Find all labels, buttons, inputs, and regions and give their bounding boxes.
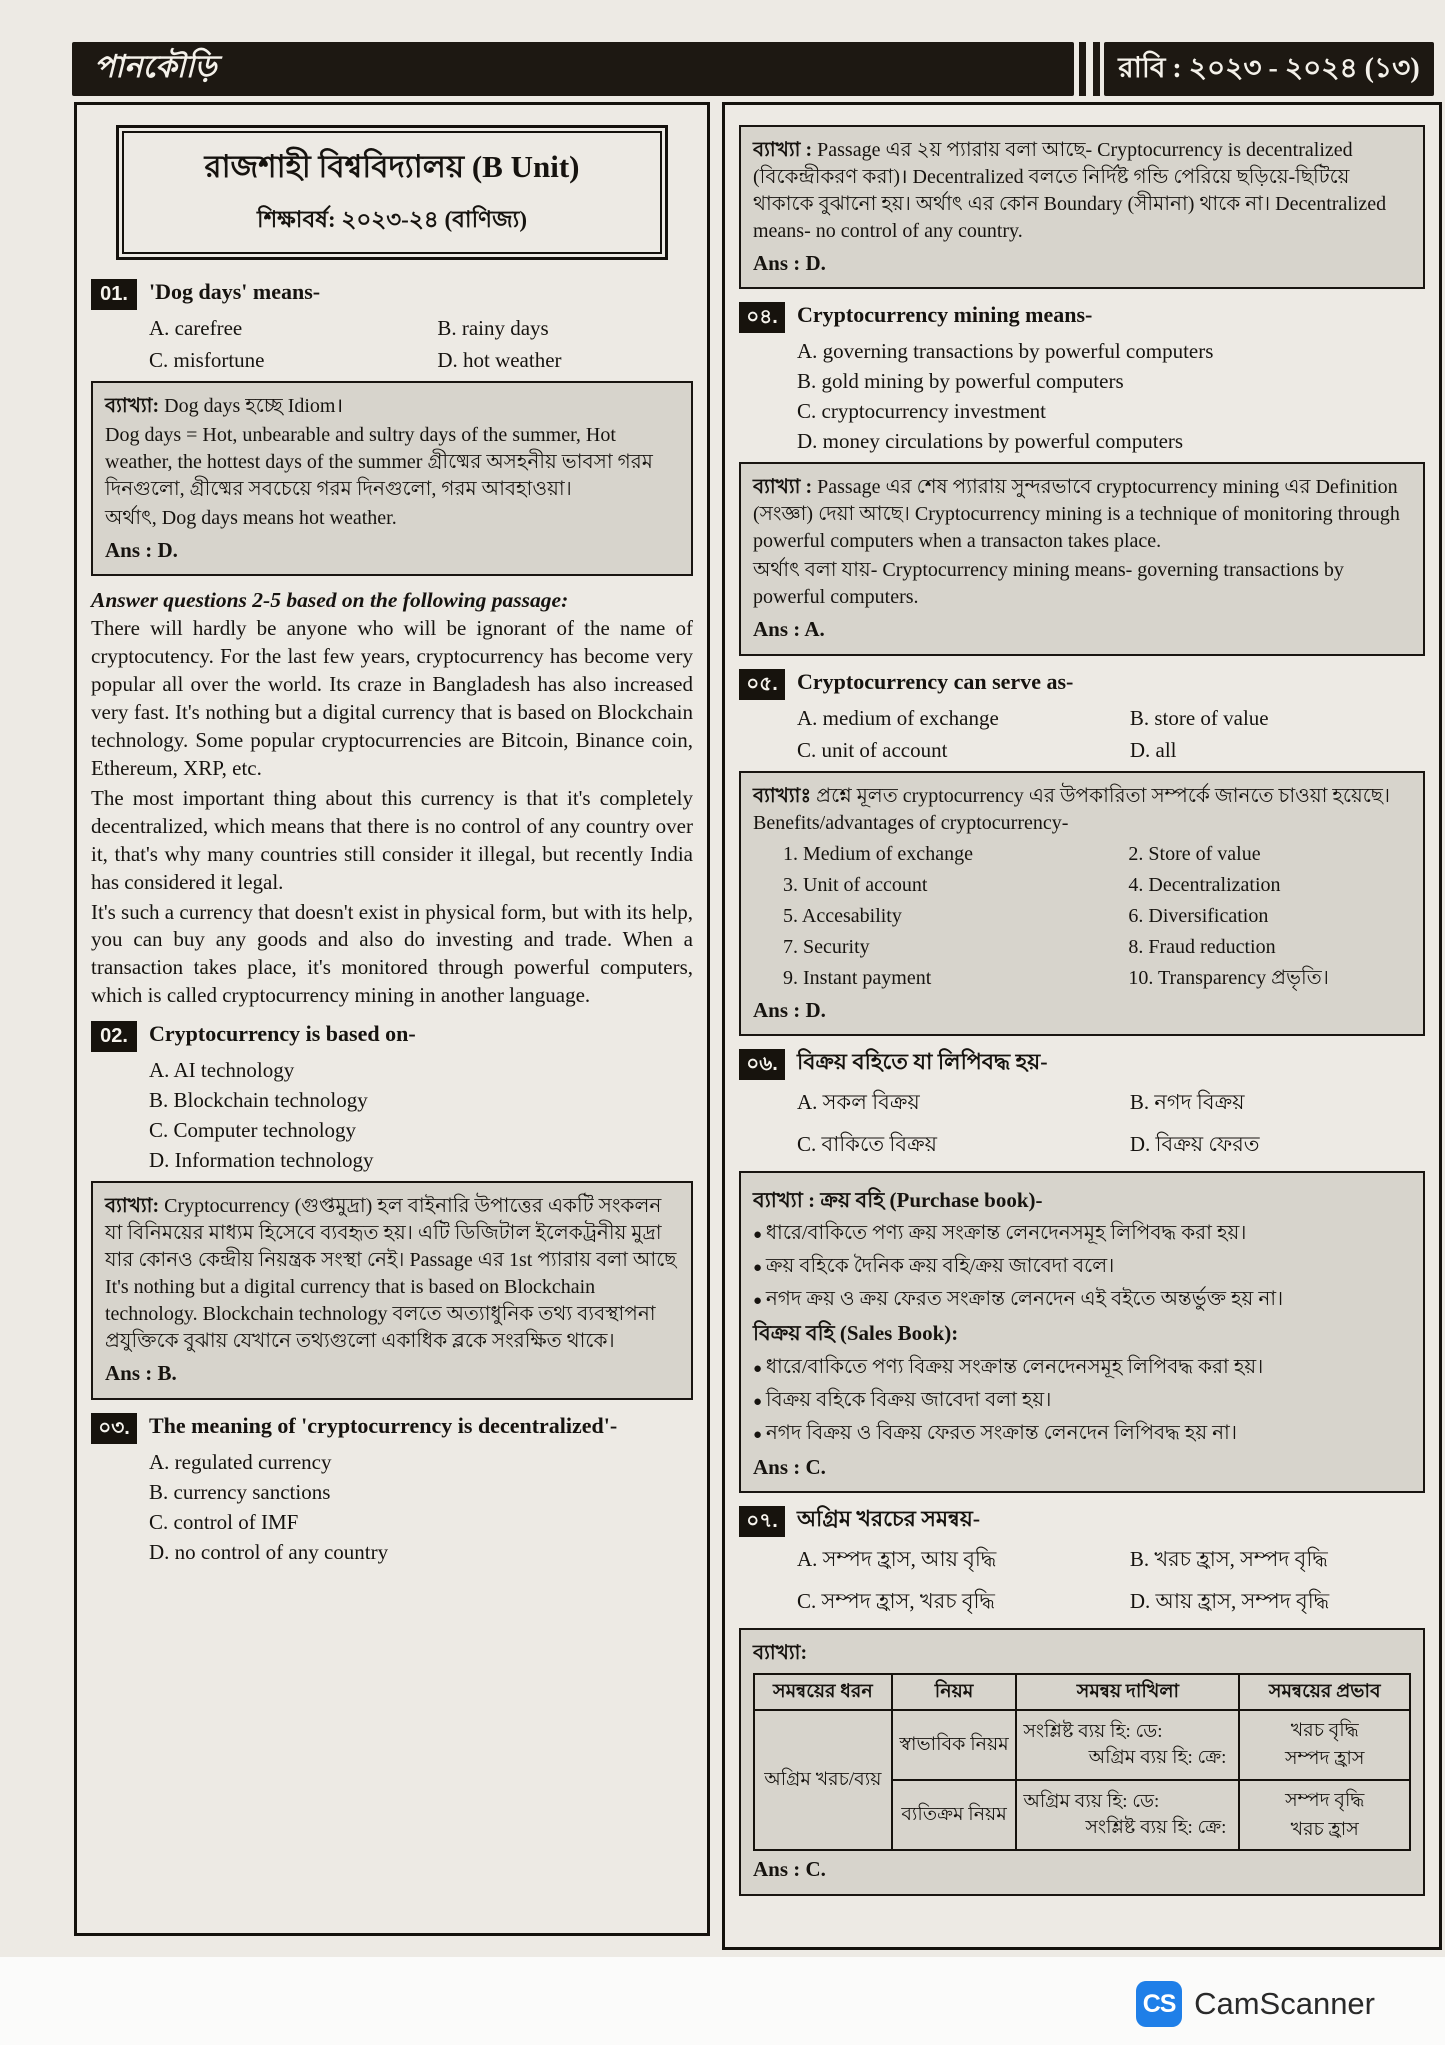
explanation-label: ব্যাখ্যা : bbox=[753, 476, 813, 499]
question-3-text: The meaning of 'cryptocurrency is decentralized'- bbox=[149, 1412, 618, 1438]
sales-book-heading: বিক্রয় বহি (Sales Book): bbox=[753, 1321, 959, 1346]
question-4 bbox=[739, 301, 1425, 454]
option-c: C. control of IMF bbox=[149, 1509, 299, 1534]
edition-badge bbox=[1104, 42, 1434, 96]
answer-label: Ans : D. bbox=[753, 251, 826, 275]
brand-bar bbox=[72, 42, 1074, 96]
option-d: D. আয় হ্রাস, সম্পদ বৃদ্ধি bbox=[1129, 1589, 1330, 1614]
option-b: B. নগদ বিক্রয় bbox=[1129, 1090, 1245, 1115]
question-3-options bbox=[91, 1450, 693, 1565]
edition-text: রাবি : ২০২৩ - ২০২৪ (১৩) bbox=[1118, 52, 1420, 84]
benefit-item: 3. Unit of account bbox=[783, 873, 928, 896]
left-column bbox=[74, 102, 710, 1936]
table-effect-cell: খরচ বৃদ্ধি সম্পদ হ্রাস bbox=[1239, 1710, 1410, 1780]
bullet-item: ● ক্রয় বহিকে দৈনিক ক্রয় বহি/ক্রয় জাবেদা বলে। bbox=[753, 1253, 1411, 1280]
answer-label: Ans : D. bbox=[105, 538, 178, 562]
benefit-item: 9. Instant payment bbox=[783, 966, 932, 989]
question-1-text: 'Dog days' means- bbox=[149, 279, 321, 304]
question-2-text: Cryptocurrency is based on- bbox=[149, 1021, 416, 1047]
question-5-options bbox=[739, 706, 1425, 763]
question-4-options bbox=[739, 339, 1425, 454]
question-7-number: ০৭. bbox=[739, 1506, 785, 1537]
passage-intro: Answer questions 2-5 based on the following passage: bbox=[91, 588, 569, 613]
explanation-label: ব্যাখ্যা : bbox=[753, 139, 813, 161]
table-header-cell: সমন্বয়ের ধরন bbox=[754, 1674, 892, 1710]
option-a: A. carefree bbox=[149, 316, 243, 340]
option-d: D. বিক্রয় ফেরত bbox=[1129, 1132, 1260, 1157]
table-row bbox=[754, 1710, 1410, 1780]
question-4-text: Cryptocurrency mining means- bbox=[797, 302, 1093, 328]
explanation-2: ব্যাখ্যা: Cryptocurrency (গুপ্তমুদ্রা) হল বাইনারি উপাত্তের একটি সংকলন যা বিনিময়ের মাধ্যম হিসেবে ব্যবহৃত হয়। এটি ডিজিটাল ইলেকট্রনীয় মুদ্রা যার কোনও কেন্দ্রীয় নিয়ন্ত্রক সংস্থা নেই। Passage এর 1st প্যারায় বলা আছে It's nothing but a digital currency that is based on Blockchain technology. Blockchain technology বলতে অত্যাধুনিক তথ্য ব্যবস্থাপনা প্রযুক্তিকে বুঝায় যেখানে তথ্যগুলো একাধিক ব্লকে সংরক্ষিত থাকে। Ans : B. bbox=[91, 1181, 693, 1399]
bullet-item: ● ধারে/বাকিতে পণ্য বিক্রয় সংক্রান্ত লেনদেনসমূহ লিপিবদ্ধ করা হয়। bbox=[753, 1354, 1411, 1381]
bullet-item: ● বিক্রয় বহিকে বিক্রয় জাবেদা বলা হয়। bbox=[753, 1387, 1411, 1414]
question-5-number: ০৫. bbox=[739, 669, 785, 700]
option-c: C. cryptocurrency investment bbox=[797, 399, 1047, 424]
answer-label: Ans : D. bbox=[753, 997, 826, 1022]
table-rule-cell: ব্যতিক্রম নিয়ম bbox=[892, 1780, 1017, 1850]
question-1 bbox=[91, 278, 693, 373]
question-7-options bbox=[739, 1543, 1425, 1620]
explanation-1: ব্যাখ্যা: Dog days হচ্ছে Idiom। Dog days = Hot, unbearable and sultry days of the summer, Hot weather, the hottest days of the summer গ্রীষ্মের অসহনীয় ভাবসা গরম দিনগুলো, গ্রীষ্মের সবচেয়ে গরম দিনগুলো, গরম আবহাওয়া। অর্থাৎ, Dog days means hot weather. Ans : D. bbox=[91, 381, 693, 576]
purchase-book-heading: ক্রয় বহি (Purchase book)- bbox=[820, 1188, 1043, 1213]
explanation-5: ব্যাখ্যাঃ প্রশ্নে মূলত cryptocurrency এর উপকারিতা সম্পর্কে জানতে চাওয়া হয়েছে। Benefits/advantages of cryptocurrency- 1. Medium of exchange 2. Store of value 3. Unit of account 4. Decentralization 5. Accesability 6. Diversification 7. Security 8. Fraud reduction 9. Instant payment 10. Transparency প্রভৃতি। Ans : D. bbox=[739, 771, 1425, 1036]
question-2-options bbox=[91, 1058, 693, 1173]
explanation-7 bbox=[739, 1628, 1425, 1896]
header-separator bbox=[1074, 42, 1104, 96]
option-d: D. money circulations by powerful computers bbox=[797, 429, 1184, 454]
option-c: C. বাকিতে বিক্রয় bbox=[797, 1132, 938, 1157]
camscanner-label: CamScanner bbox=[1194, 1986, 1375, 2021]
question-6 bbox=[739, 1048, 1425, 1163]
passage-paragraph-1: There will hardly be anyone who will be ignorant of the name of cryptocutency. For the last few years, cryptocurrency has become very popular all over the world. Its craze in Bangladesh has also increased very fast. It's nothing but a digital currency that is based on Blockchain technology. Some popular cryptocurrencies are Bitcoin, Binance coin, Ethereum, XRP, etc. bbox=[91, 616, 693, 780]
option-d: D. hot weather bbox=[437, 348, 562, 372]
question-2 bbox=[91, 1020, 693, 1173]
question-2-number: 02. bbox=[91, 1021, 137, 1052]
camscanner-watermark bbox=[1136, 1981, 1375, 2027]
option-c: C. সম্পদ হ্রাস, খরচ বৃদ্ধি bbox=[797, 1589, 995, 1614]
benefit-item: 2. Store of value bbox=[1128, 842, 1261, 865]
answer-label: Ans : A. bbox=[753, 617, 825, 642]
explanation-6 bbox=[739, 1171, 1425, 1493]
option-c: C. Computer technology bbox=[149, 1118, 357, 1143]
explanation-label: ব্যাখ্যা: bbox=[105, 395, 160, 417]
option-b: B. খরচ হ্রাস, সম্পদ বৃদ্ধি bbox=[1129, 1547, 1328, 1572]
explanation-paragraph: অর্থাৎ, Dog days means hot weather. bbox=[105, 507, 397, 529]
university-title: রাজশাহী বিশ্ববিদ্যালয় (B Unit) bbox=[204, 149, 580, 184]
title-box bbox=[116, 125, 668, 260]
question-4-number: ০৪. bbox=[739, 302, 785, 333]
question-1-number: 01. bbox=[91, 279, 137, 310]
benefit-item: 5. Accesability bbox=[783, 904, 902, 927]
table-entry-cell: অগ্রিম ব্যয় হি: ডে: সংশ্লিষ্ট ব্যয় হি: ক্রে: bbox=[1016, 1780, 1239, 1850]
option-b: B. Blockchain technology bbox=[149, 1088, 368, 1113]
question-6-number: ০৬. bbox=[739, 1049, 785, 1080]
table-rule-cell: স্বাভাবিক নিয়ম bbox=[892, 1710, 1017, 1780]
adjustment-table bbox=[753, 1673, 1411, 1851]
option-a: A. regulated currency bbox=[149, 1449, 332, 1474]
option-a: A. সম্পদ হ্রাস, আয় বৃদ্ধি bbox=[797, 1547, 997, 1572]
explanation-label: ব্যাখ্যাঃ bbox=[753, 784, 812, 807]
question-7-text: অগ্রিম খরচের সমন্বয়- bbox=[797, 1506, 981, 1532]
option-b: B. rainy days bbox=[437, 316, 549, 340]
question-7 bbox=[739, 1505, 1425, 1620]
explanation-label: ব্যাখ্যা: bbox=[105, 1195, 160, 1218]
explanation-paragraph: Dog days = Hot, unbearable and sultry days of the summer, Hot weather, the hottest days of the summer গ্রীষ্মের অসহনীয় ভাবসা গরম দিনগুলো, গ্রীষ্মের সবচেয়ে গরম দিনগুলো, গরম আবহাওয়া। bbox=[105, 424, 653, 500]
session-subtitle: শিক্ষাবর্ষ: ২০২৩-২৪ (বাণিজ্য) bbox=[256, 207, 527, 232]
option-b: B. gold mining by powerful computers bbox=[797, 369, 1124, 394]
option-a: A. AI technology bbox=[149, 1058, 295, 1083]
table-entry-cell: সংশ্লিষ্ট ব্যয় হি: ডে: অগ্রিম ব্যয় হি: ক্রে: bbox=[1016, 1710, 1239, 1780]
question-3 bbox=[91, 1412, 693, 1565]
option-c: C. unit of account bbox=[797, 737, 948, 762]
option-a: A. medium of exchange bbox=[797, 705, 999, 730]
option-a: A. সকল বিক্রয় bbox=[797, 1090, 920, 1115]
question-1-options bbox=[91, 316, 693, 373]
option-d: D. Information technology bbox=[149, 1148, 374, 1173]
benefit-item: 10. Transparency প্রভৃতি। bbox=[1128, 966, 1329, 989]
answer-label: Ans : C. bbox=[753, 1454, 826, 1479]
explanation-3: ব্যাখ্যা : Passage এর ২য় প্যারায় বলা আছে- Cryptocurrency is decentralized (বিকেন্দ্রীকরণ করা)। Decentralized বলতে নির্দিষ্ট গন্ডি পেরিয়ে ছড়িয়ে-ছিটিয়ে থাকাকে বুঝানো হয়। অর্থাৎ এর কোন Boundary (সীমানা) থাকে না। Decentralized means- no control of any country. Ans : D. bbox=[739, 125, 1425, 289]
bullet-item: ● নগদ বিক্রয় ও বিক্রয় ফেরত সংক্রান্ত লেনদেন লিপিবদ্ধ হয় না। bbox=[753, 1420, 1411, 1447]
option-c: C. misfortune bbox=[149, 348, 265, 372]
camscanner-logo-icon: CS bbox=[1136, 1981, 1182, 2027]
question-5-text: Cryptocurrency can serve as- bbox=[797, 668, 1074, 694]
question-6-options bbox=[739, 1086, 1425, 1163]
table-group-cell: অগ্রিম খরচ/ব্যয় bbox=[754, 1710, 892, 1851]
question-6-text: বিক্রয় বহিতে যা লিপিবদ্ধ হয়- bbox=[797, 1049, 1048, 1075]
option-d: D. all bbox=[1129, 737, 1177, 762]
benefit-item: 4. Decentralization bbox=[1128, 873, 1281, 896]
bullet-item: ● নগদ ক্রয় ও ক্রয় ফেরত সংক্রান্ত লেনদেন এই বইতে অন্তর্ভুক্ত হয় না। bbox=[753, 1286, 1411, 1313]
question-5 bbox=[739, 668, 1425, 763]
passage-paragraph-3: It's such a currency that doesn't exist in physical form, but with its help, you can buy any goods and also do investing and trade. When a transaction takes place, it's monitored through powerful computers, which is called cryptocurrency mining in another language. bbox=[91, 899, 693, 1008]
table-header-cell: নিয়ম bbox=[892, 1674, 1017, 1710]
benefit-item: 7. Security bbox=[783, 935, 870, 958]
benefit-item: 8. Fraud reduction bbox=[1128, 935, 1276, 958]
benefit-item: 6. Diversification bbox=[1128, 904, 1269, 927]
option-b: B. currency sanctions bbox=[149, 1479, 331, 1504]
table-header-cell: সমন্বয় দাখিলা bbox=[1016, 1674, 1239, 1710]
right-column bbox=[722, 102, 1442, 1950]
option-a: A. governing transactions by powerful computers bbox=[797, 339, 1214, 364]
explanation-label: ব্যাখ্যা: bbox=[753, 1642, 808, 1665]
page-header bbox=[72, 42, 1434, 96]
table-header-cell: সমন্বয়ের প্রভাব bbox=[1239, 1674, 1410, 1710]
option-b: B. store of value bbox=[1129, 705, 1269, 730]
answer-label: Ans : C. bbox=[753, 1857, 826, 1882]
passage-paragraph-2: The most important thing about this currency is that it's completely decentralized, which means that there is no control of any country over it, that's why many countries still consider it illegal, but recently India has considered it legal. bbox=[91, 785, 693, 894]
option-d: D. no control of any country bbox=[149, 1539, 389, 1564]
answer-label: Ans : B. bbox=[105, 1361, 177, 1386]
benefits-list bbox=[753, 841, 1411, 992]
table-effect-cell: সম্পদ বৃদ্ধি খরচ হ্রাস bbox=[1239, 1780, 1410, 1850]
question-3-number: ০৩. bbox=[91, 1413, 137, 1444]
explanation-4: ব্যাখ্যা : Passage এর শেষ প্যারায় সুন্দরভাবে cryptocurrency mining এর Definition (সংজ্ঞা) দেয়া আছে। Cryptocurrency mining is a technique of monitoring through powerful computers when a transacton takes place. অর্থাৎ বলা যায়- Cryptocurrency mining means- governing transactions by powerful computers. Ans : A. bbox=[739, 462, 1425, 655]
brand-title: পানকৌড়ি bbox=[94, 49, 217, 84]
explanation-label: ব্যাখ্যা : bbox=[753, 1188, 816, 1213]
bullet-item: ● ধারে/বাকিতে পণ্য ক্রয় সংক্রান্ত লেনদেনসমূহ লিপিবদ্ধ করা হয়। bbox=[753, 1220, 1411, 1247]
explanation-paragraph: অর্থাৎ বলা যায়- Cryptocurrency mining means- governing transactions by powerful computers. bbox=[753, 559, 1344, 609]
benefit-item: 1. Medium of exchange bbox=[783, 842, 973, 865]
